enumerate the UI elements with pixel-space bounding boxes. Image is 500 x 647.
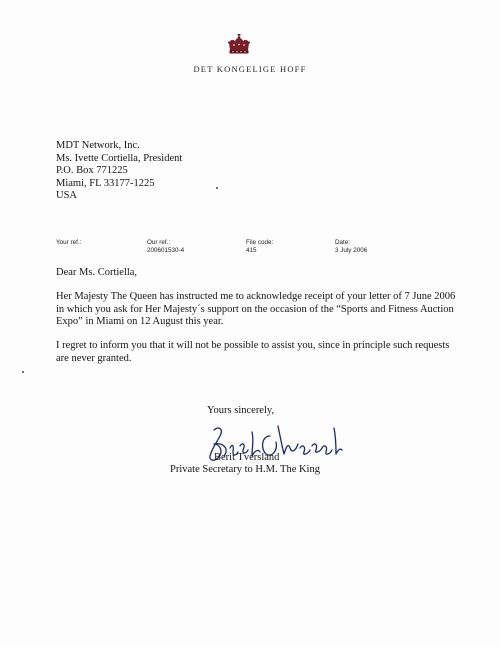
file-code bbox=[246, 239, 273, 255]
file-code-label: File code: bbox=[246, 239, 274, 246]
address-line: MDT Network, Inc. bbox=[56, 140, 140, 151]
file-code-value: 415 bbox=[246, 247, 257, 254]
address-line: Ms. Ivette Cortiella, President bbox=[56, 152, 183, 164]
letterhead-title: DET KONGELIGE HOFF bbox=[193, 64, 307, 74]
your-ref-label: Your ref.: bbox=[56, 239, 82, 246]
salutation: Dear Ms. Cortiella, bbox=[56, 267, 138, 278]
paper-speck bbox=[216, 187, 218, 189]
our-ref bbox=[147, 239, 184, 255]
letter-date bbox=[335, 239, 367, 255]
signer-title: Private Secretary to H.M. The King bbox=[170, 464, 320, 475]
address-line: USA bbox=[56, 190, 78, 202]
body-paragraph-2: I regret to inform you that it will not be possible to assist you, since in principle such requests are never granted. bbox=[56, 340, 450, 364]
our-ref-label: Our ref.: bbox=[147, 239, 171, 246]
crown-icon bbox=[226, 34, 252, 58]
our-ref-value: 200601530-4 bbox=[147, 247, 185, 254]
body-paragraph-1: Her Majesty The Queen has instructed me to acknowledge receipt of your letter of 7 June 2006 in which you ask for Her Majesty´s support on the occasion of the “Sports and Fitness Auction Expo” in Miami on 12 August this year. bbox=[56, 291, 456, 328]
signer-name: Berit Tversland bbox=[214, 452, 280, 463]
paper-speck bbox=[22, 371, 24, 373]
recipient-address bbox=[56, 140, 182, 203]
complimentary-close: Yours sincerely, bbox=[207, 405, 275, 416]
your-ref bbox=[56, 239, 81, 247]
address-line: Miami, FL 33177-1225 bbox=[56, 177, 155, 189]
date-value: 3 July 2006 bbox=[335, 247, 368, 254]
date-label: Date: bbox=[335, 239, 351, 246]
address-line: P.O. Box 771225 bbox=[56, 165, 128, 177]
